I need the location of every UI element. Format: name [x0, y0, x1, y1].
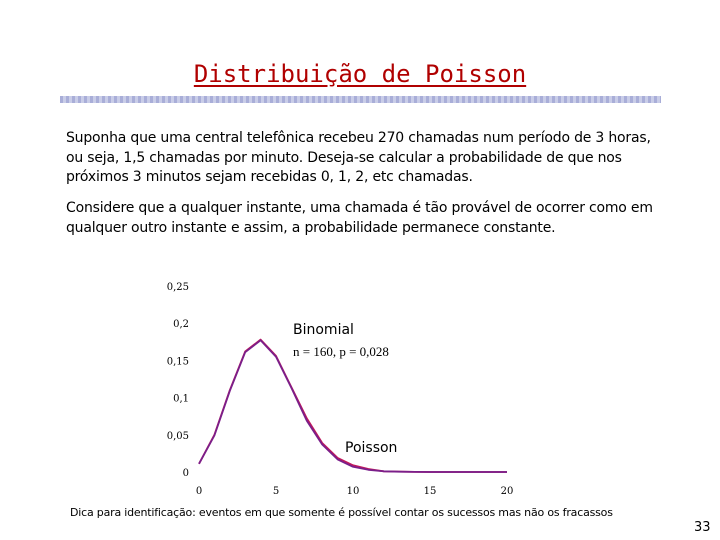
x-tick-label: 0 — [195, 486, 203, 497]
assumption-paragraph: Considere que a qualquer instante, uma chamada é tão provável de ocorrer como em qualquer outro instante e assim, a probabilidade permanece constante. — [66, 200, 653, 236]
title-divider — [60, 96, 661, 103]
slide-title: Distribuição de Poisson — [193, 60, 527, 88]
y-tick-label: 0 — [182, 468, 189, 479]
x-tick-label: 10 — [346, 486, 360, 497]
x-axis-ticks — [196, 486, 514, 497]
intro-paragraph: Suponha que uma central telefônica recebeu 270 chamadas num período de 3 horas, ou seja, 1,5 chamadas por minuto. Deseja-se calcular a probabilidade de que nos próximos 3 minutos sejam recebidas 0, 1, 2, etc chamadas. — [66, 130, 651, 185]
x-tick-label: 20 — [500, 486, 514, 497]
page-number: 33 — [694, 520, 711, 535]
y-tick-label: 0,2 — [173, 319, 189, 331]
distribution-chart — [160, 276, 520, 498]
y-tick-label: 0,1 — [173, 393, 189, 405]
poisson-series-label: Poisson — [345, 440, 398, 456]
y-tick-label: 0,05 — [166, 430, 189, 442]
binomial-series-label: Binomial — [293, 322, 354, 338]
identification-tip: Dica para identificação: eventos em que somente é possível contar os sucessos mas não os fracassos — [70, 506, 613, 519]
y-tick-label: 0,15 — [166, 356, 189, 368]
x-tick-label: 5 — [272, 486, 280, 497]
y-tick-label: 0,25 — [166, 282, 189, 293]
binomial-params-label: n = 160, p = 0,028 — [293, 344, 389, 359]
x-tick-label: 15 — [423, 486, 437, 497]
y-axis-ticks — [167, 282, 189, 479]
